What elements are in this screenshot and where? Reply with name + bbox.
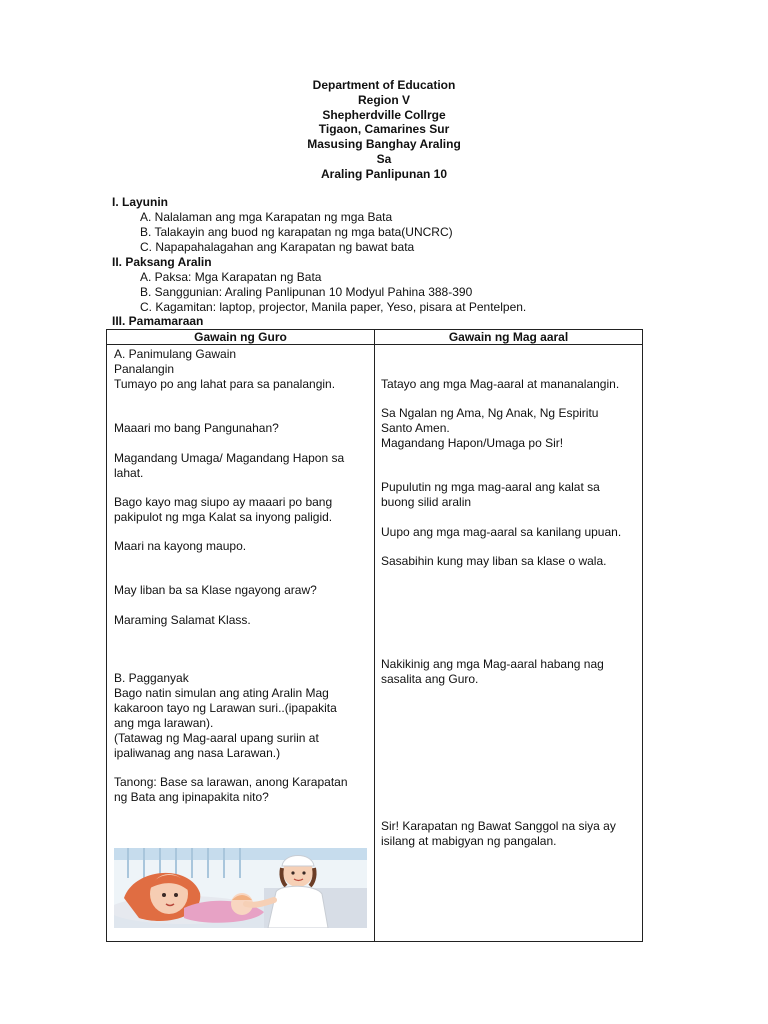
header-line: Region V (357, 92, 410, 107)
header-line: Araling Panlipunan 10 (320, 166, 448, 181)
guro-line: ang mga larawan). (114, 716, 214, 730)
guro-line: Maraming Salamat Klass. (114, 613, 251, 627)
guro-line: Maaari mo bang Pangunahan? (114, 421, 279, 435)
magaaral-line: buong silid aralin (381, 495, 472, 509)
magaaral-line: Magandang Hapon/Umaga po Sir! (381, 436, 564, 450)
header-gawain-guro: Gawain ng Guro (107, 330, 375, 345)
guro-line: pakipulot ng mga Kalat sa inyong paligid. (114, 510, 333, 524)
mother-baby-nurse-illustration (114, 848, 367, 928)
header-line: Tigaon, Camarines Sur (318, 122, 450, 137)
magaaral-cell (375, 345, 643, 942)
guro-line: (Tatawag ng Mag-aaral upang suriin at (114, 731, 319, 745)
paksang-item: C. Kagamitan: laptop, projector, Manila paper, Yeso, pisara at Pentelpen. (140, 300, 527, 314)
guro-line: A. Panimulang Gawain (114, 347, 237, 361)
header-line: Sa (376, 151, 392, 166)
guro-line: Maari na kayong maupo. (114, 539, 247, 553)
document-header (0, 78, 768, 182)
header-line: Masusing Banghay Araling (307, 137, 461, 152)
guro-line: Tumayo po ang lahat para sa panalangin. (114, 377, 336, 391)
section-layunin-heading: I. Layunin (112, 195, 169, 209)
magaaral-line: isilang at mabigyan ng pangalan. (381, 834, 557, 848)
layunin-item: A. Nalalaman ang mga Karapatan ng mga Bata (140, 210, 393, 224)
magaaral-line: Tatayo ang mga Mag-aaral at mananalangin. (381, 377, 620, 391)
magaaral-line: sasalita ang Guro. (381, 672, 479, 686)
guro-line: May liban ba sa Klase ngayong araw? (114, 583, 317, 597)
guro-line: ng Bata ang ipinapakita nito? (114, 790, 269, 804)
guro-line: Panalangin (114, 362, 175, 376)
header-gawain-magaaral: Gawain ng Mag aaral (375, 330, 643, 345)
activity-table (106, 329, 643, 942)
guro-line: Tanong: Base sa larawan, anong Karapatan (114, 775, 348, 789)
guro-cell (107, 345, 375, 942)
paksang-item: A. Paksa: Mga Karapatan ng Bata (140, 270, 322, 284)
guro-line: lahat. (114, 466, 144, 480)
guro-line: kakaroon tayo ng Larawan suri..(ipapakita (114, 701, 337, 715)
guro-line: Magandang Umaga/ Magandang Hapon sa (114, 451, 345, 465)
layunin-item: B. Talakayin ang buod ng karapatan ng mga bata(UNCRC) (140, 225, 453, 239)
guro-line: B. Pagganyak (114, 671, 189, 685)
magaaral-line: Santo Amen. (381, 421, 450, 435)
header-line: Department of Education (312, 78, 456, 92)
magaaral-line: Sir! Karapatan ng Bawat Sanggol na siya ay (381, 819, 616, 833)
section-pamamaraan-heading: III. Pamamaraan (112, 314, 204, 328)
magaaral-line: Pupulutin ng mga mag-aaral ang kalat sa (381, 480, 600, 494)
magaaral-line: Nakikinig ang mga Mag-aaral habang nag (381, 657, 604, 671)
magaaral-line: Sasabihin kung may liban sa klase o wala. (381, 554, 607, 568)
section-paksang-heading: II. Paksang Aralin (112, 255, 212, 269)
header-line: Shepherdville Collrge (322, 107, 446, 122)
magaaral-line: Sa Ngalan ng Ama, Ng Anak, Ng Espiritu (381, 406, 599, 420)
guro-line: Bago natin simulan ang ating Aralin Mag (114, 686, 329, 700)
paksang-item: B. Sanggunian: Araling Panlipunan 10 Modyul Pahina 388-390 (140, 285, 473, 299)
guro-line: Bago kayo mag siupo ay maaari po bang (114, 495, 333, 509)
magaaral-line: Uupo ang mga mag-aaral sa kanilang upuan. (381, 525, 622, 539)
layunin-item: C. Napapahalagahan ang Karapatan ng bawat bata (140, 240, 415, 254)
guro-line: ipaliwanag ang nasa Larawan.) (114, 746, 281, 760)
